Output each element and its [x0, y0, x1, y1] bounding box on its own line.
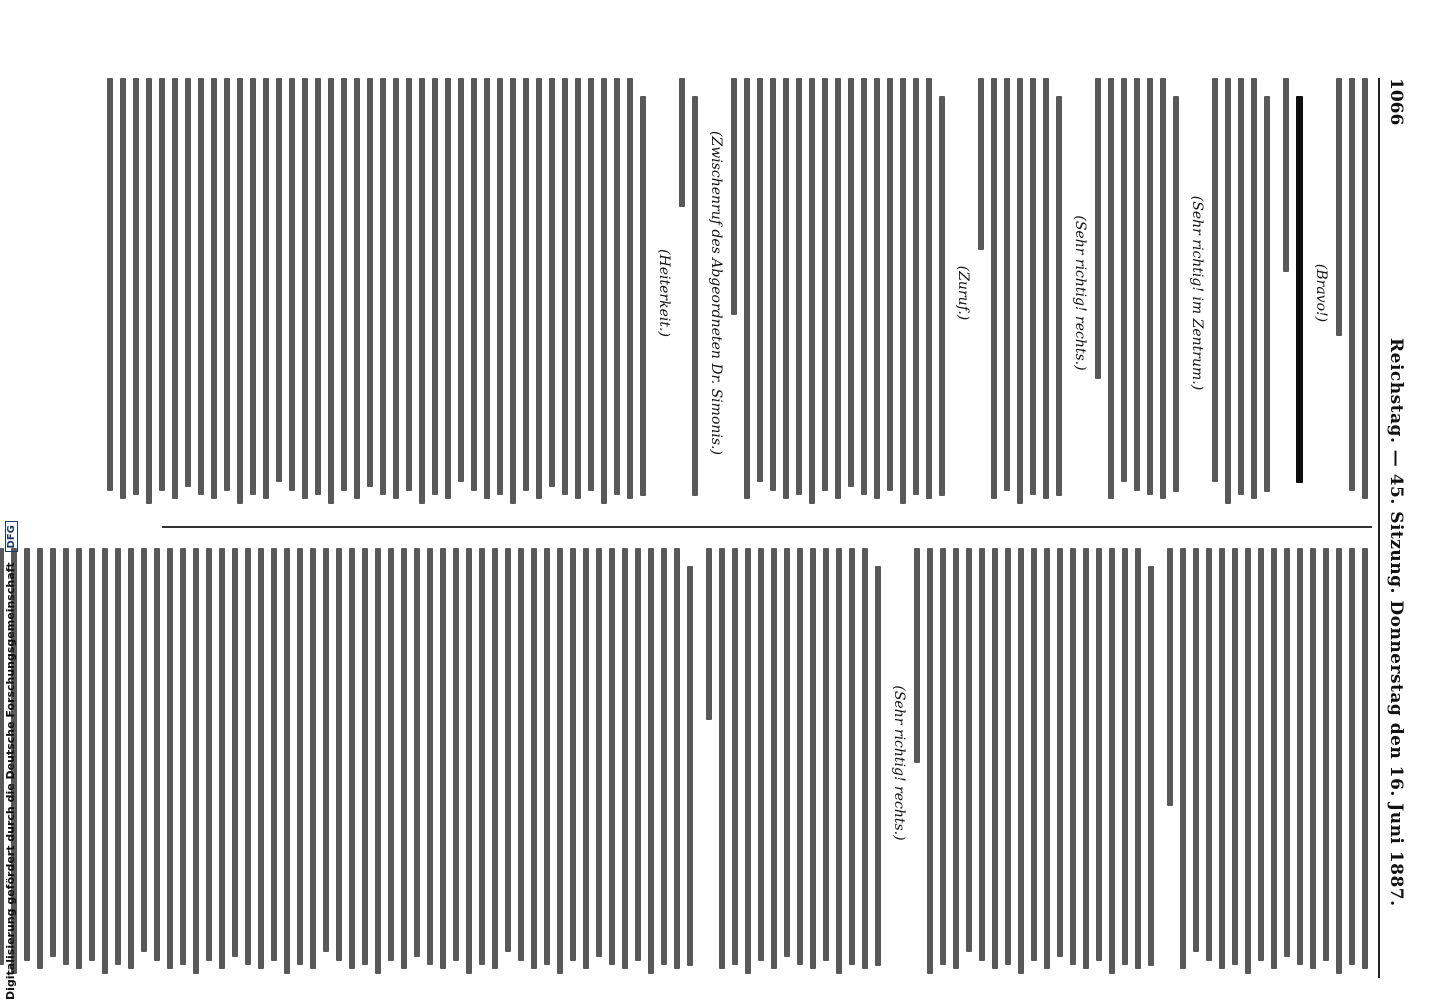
- page-title: Reichstag. — 45. Sitzung. Donnerstag den 16. Juni 1887.: [1386, 338, 1406, 907]
- stage-direction: (Sehr richtig! im Zentrum.): [1189, 195, 1205, 391]
- paragraph: [1336, 78, 1368, 508]
- funding-notice: [4, 521, 18, 1000]
- stage-direction: (Bravo!): [1313, 263, 1329, 323]
- stage-direction: (Zuruf.): [955, 265, 971, 321]
- stage-direction: (Heiterkeit.): [656, 249, 672, 337]
- paragraph: [1095, 78, 1179, 508]
- stage-direction: (Sehr richtig! rechts.): [891, 685, 907, 841]
- page-number: 1066: [1386, 78, 1406, 126]
- column-right: [0, 548, 1368, 978]
- stage-direction: (Sehr richtig! rechts.): [1072, 215, 1088, 371]
- paragraph: [978, 78, 1062, 508]
- paragraph: [914, 548, 1368, 978]
- paragraph: [1212, 78, 1303, 508]
- page-header: [1378, 78, 1408, 978]
- column-divider: [162, 526, 1372, 528]
- paragraph: [107, 78, 646, 508]
- dfg-logo: DFG: [5, 521, 18, 552]
- stage-direction: (Zwischenruf des Abgeordneten Dr. Simonis.): [708, 131, 724, 455]
- header-rule: [1378, 78, 1380, 978]
- rotated-newspaper-page: [98, 78, 1408, 978]
- paragraph: [679, 78, 698, 508]
- paragraph: [0, 548, 881, 978]
- paragraph: [731, 78, 945, 508]
- page-wrap: [8, 0, 1432, 1000]
- funding-notice-text: Digitalisierung gefördert durch die Deutsche Forschungsgemeinschaft: [4, 562, 17, 1000]
- column-left: [100, 78, 1368, 508]
